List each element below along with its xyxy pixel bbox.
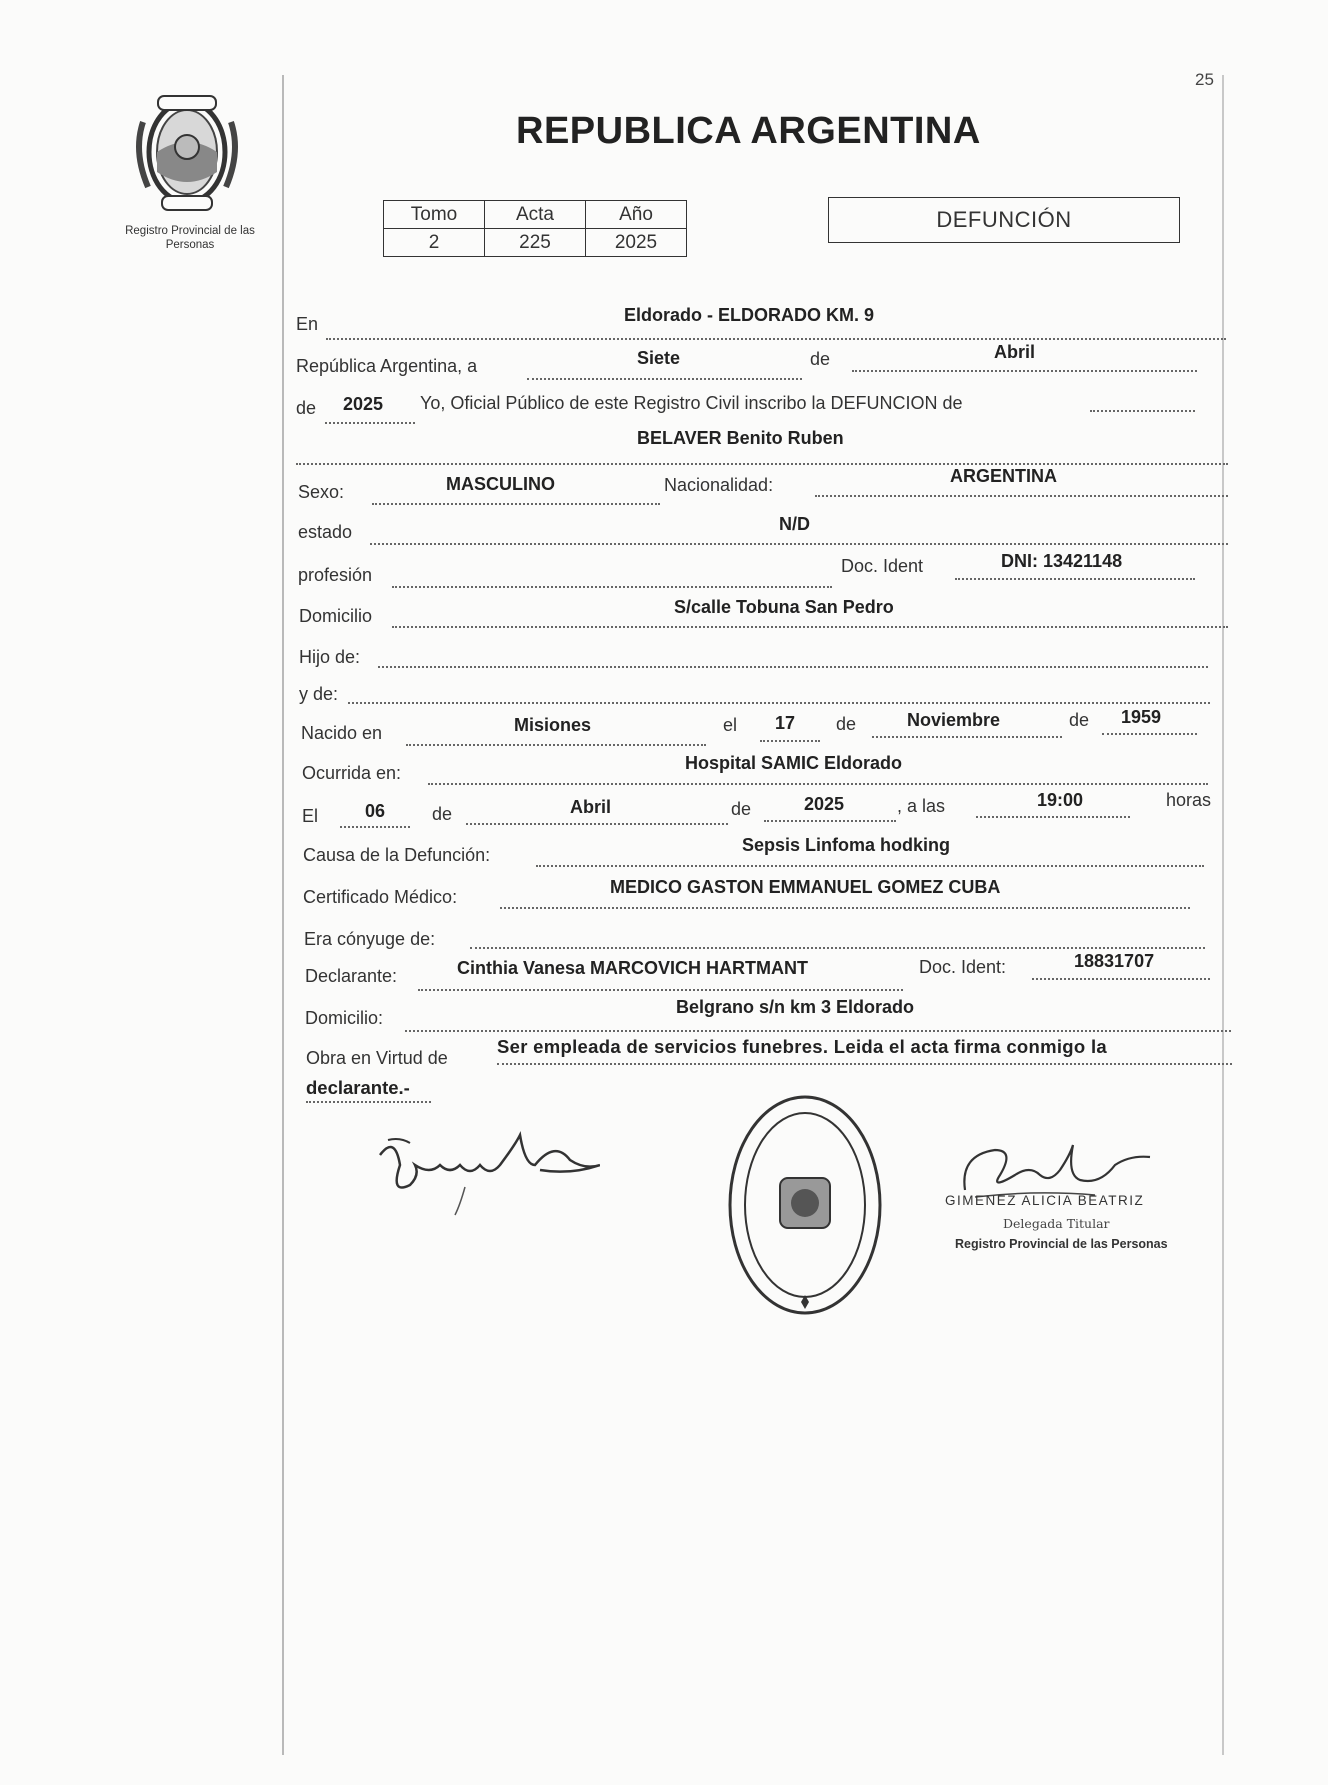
official-seal xyxy=(725,1090,885,1320)
dotted-line xyxy=(760,740,820,742)
dotted-line xyxy=(340,826,410,828)
doc-ident-label: Doc. Ident xyxy=(841,556,924,576)
left-margin-line xyxy=(282,75,284,1755)
death-year: 2025 xyxy=(804,794,845,814)
declarant-name: Cinthia Vanesa MARCOVICH HARTMANT xyxy=(457,958,809,978)
horas-label: horas xyxy=(1166,790,1212,810)
dotted-line xyxy=(296,463,1228,465)
el-label: el xyxy=(723,715,738,735)
dotted-line xyxy=(405,1030,1231,1032)
place-of-death-value: Hospital SAMIC Eldorado xyxy=(685,753,903,773)
header-ano: Año xyxy=(586,201,687,229)
en-label: En xyxy=(296,314,319,334)
domicilio-label: Domicilio xyxy=(299,606,373,626)
dotted-line xyxy=(527,378,802,380)
a-las-label: , a las xyxy=(897,796,946,816)
registration-year: 2025 xyxy=(343,394,384,414)
dotted-line xyxy=(764,820,896,822)
header-acta: Acta xyxy=(485,201,586,229)
document-type-box: DEFUNCIÓN xyxy=(828,197,1180,243)
dotted-line xyxy=(392,586,832,588)
dotted-line xyxy=(348,702,1210,704)
header-tomo: Tomo xyxy=(384,201,485,229)
death-time: 19:00 xyxy=(1037,790,1084,810)
causa-label: Causa de la Defunción: xyxy=(303,845,491,865)
dotted-line xyxy=(872,736,1062,738)
dotted-line xyxy=(815,495,1228,497)
place-value: Eldorado - ELDORADO KM. 9 xyxy=(624,305,875,325)
birth-day: 17 xyxy=(775,713,796,733)
birth-month: Noviembre xyxy=(907,710,1001,730)
ocurrida-en-label: Ocurrida en: xyxy=(302,763,402,783)
value-ano: 2025 xyxy=(586,229,687,257)
nacido-en-label: Nacido en xyxy=(301,723,383,743)
dotted-line xyxy=(1090,410,1195,412)
cause-of-death-value: Sepsis Linfoma hodking xyxy=(742,835,951,855)
republica-label: República Argentina, a xyxy=(296,356,478,376)
doc-ident-label: Doc. Ident: xyxy=(919,957,1007,977)
dotted-line xyxy=(1102,733,1197,735)
dotted-line xyxy=(392,626,1228,628)
birth-year: 1959 xyxy=(1121,707,1162,727)
declarant-address-value: Belgrano s/n km 3 Eldorado xyxy=(676,997,915,1017)
estado-label: estado xyxy=(298,522,353,542)
dotted-line xyxy=(466,823,728,825)
registry-table xyxy=(383,200,687,257)
declarant-signature xyxy=(370,1125,600,1225)
certificado-label: Certificado Médico: xyxy=(303,887,458,907)
value-tomo: 2 xyxy=(384,229,485,257)
registrar-role-stamp: Delegada Titular xyxy=(1003,1216,1110,1231)
dotted-line xyxy=(370,543,1228,545)
nationality-value: ARGENTINA xyxy=(950,466,1057,486)
dotted-line xyxy=(470,947,1205,949)
hijo-de-label: Hijo de: xyxy=(299,647,361,667)
obra-label: Obra en Virtud de xyxy=(306,1048,448,1068)
y-de-label: y de: xyxy=(299,684,339,704)
sexo-label: Sexo: xyxy=(298,482,345,502)
birthplace-value: Misiones xyxy=(514,715,592,735)
registrar-name-stamp: GIMENEZ ALICIA BEATRIZ xyxy=(945,1193,1145,1208)
registration-month: Abril xyxy=(994,342,1036,362)
de-label: de xyxy=(1069,710,1090,730)
death-month: Abril xyxy=(570,797,612,817)
registration-day: Siete xyxy=(637,348,681,368)
de-label: de xyxy=(836,714,857,734)
address-value: S/calle Tobuna San Pedro xyxy=(674,597,894,617)
dotted-line xyxy=(406,744,706,746)
dotted-line xyxy=(418,989,903,991)
declarante-label: Declarante: xyxy=(305,966,398,986)
de-label: de xyxy=(432,804,453,824)
right-margin-line xyxy=(1222,75,1224,1755)
medical-certificate-value: MEDICO GASTON EMMANUEL GOMEZ CUBA xyxy=(610,877,1001,897)
de-label: de xyxy=(296,398,317,418)
marital-status-value: N/D xyxy=(779,514,810,534)
dotted-line xyxy=(325,422,415,424)
dotted-line xyxy=(852,370,1197,372)
registrar-office-stamp: Registro Provincial de las Personas xyxy=(955,1237,1168,1251)
dotted-line xyxy=(976,816,1130,818)
provincial-emblem-logo xyxy=(128,92,246,214)
de-label: de xyxy=(731,799,752,819)
dotted-line xyxy=(428,783,1208,785)
declarant-doc-value: 18831707 xyxy=(1074,951,1155,971)
dotted-line xyxy=(378,666,1208,668)
profesion-label: profesión xyxy=(298,565,373,585)
logo-caption: Registro Provincial de las Personas xyxy=(125,225,255,251)
page-number: 25 xyxy=(1195,70,1214,89)
de-label: de xyxy=(810,349,831,369)
dotted-line xyxy=(306,1101,431,1103)
dotted-line xyxy=(372,503,660,505)
obra-value-line2: declarante.- xyxy=(306,1077,410,1098)
deceased-name: BELAVER Benito Ruben xyxy=(637,428,844,448)
obra-value-line1: Ser empleada de servicios funebres. Leida el acta firma conmigo la xyxy=(497,1036,1107,1057)
dotted-line xyxy=(497,1063,1232,1065)
nacionalidad-label: Nacionalidad: xyxy=(664,475,774,495)
domicilio-label: Domicilio: xyxy=(305,1008,384,1028)
value-acta: 225 xyxy=(485,229,586,257)
document-title: REPUBLICA ARGENTINA xyxy=(516,110,981,152)
dotted-line xyxy=(500,907,1190,909)
death-day: 06 xyxy=(365,801,386,821)
dotted-line xyxy=(1032,978,1210,980)
conyuge-label: Era cónyuge de: xyxy=(304,929,436,949)
sex-value: MASCULINO xyxy=(446,474,555,494)
dni-value: DNI: 13421148 xyxy=(1001,551,1123,571)
dotted-line xyxy=(536,865,1204,867)
dotted-line xyxy=(955,578,1195,580)
dotted-line xyxy=(326,338,1226,340)
officer-statement: Yo, Oficial Público de este Registro Civil inscribo la DEFUNCION de xyxy=(420,393,963,413)
el-label: El xyxy=(302,806,319,826)
